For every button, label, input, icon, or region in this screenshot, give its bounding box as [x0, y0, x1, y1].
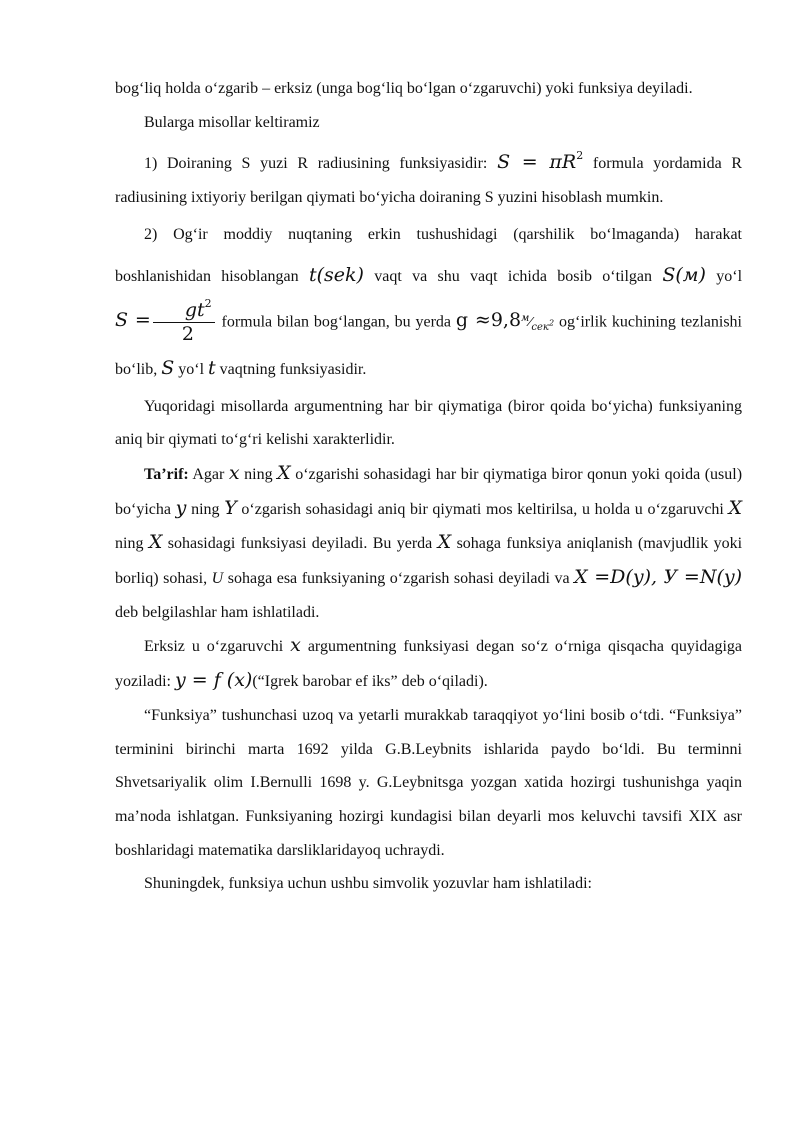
p4-text-f: yo‘l [178, 360, 205, 378]
p4-fall-formula: S = $\frac{gt^2}{2}$ [115, 309, 217, 331]
p4-text-b: vaqt va shu vaqt ichida bosib o‘tilgan [374, 267, 653, 285]
p4-time-var: t(sek) [308, 263, 364, 286]
p4-text-d: formula bilan bog‘langan, bu yerda [221, 313, 452, 331]
paragraph-1: bog‘liq holda o‘zgarib – erksiz (unga bog‘liq bo‘lgan o‘zgaruvchi) yoki funksiya deyiladi. [115, 80, 693, 97]
paragraph-7: Erksiz u o‘zgaruvchi x argumentning funksiyasi degan so‘z o‘rniga qisqacha quyidagiga yoziladi: y = f (x)(“Igrek barobar ef iks” deb o‘qiladi). [115, 634, 743, 692]
p4-gravity-value: $g \approx 9,8^м⁄_{сек^2}$ [455, 309, 555, 333]
p4-text-c: yo‘l [716, 267, 743, 285]
paragraph-8: “Funksiya” tushunchasi uzoq va yetarli murakkab taraqqiyot yo‘lini bosib o‘tdi. “Funksiya” terminini birinchi marta 1692 yilda G.B.Leybnits ishlarida paydo bo‘ldi. Bu terminni Shvetsariyalik olim I.Bernulli 1698 y. G.Leybnitsga yozgan xatida hozirgi tushunishga yaqin ma’noda ishlatgan. Funksiyaning hozirgi kundagisi bilan deyarli mos keluvchi tavsifi XIX asr boshlaridagi matematika darsliklaridayoq uchraydi. [115, 706, 742, 859]
document-page [115, 72, 742, 901]
p4-text-a: 2) Og‘ir moddiy nuqtaning erkin tushushidagi (qarshilik bo‘lmaganda) harakat boshlanishidan hisoblangan [115, 225, 742, 285]
paragraph-2: Bularga misollar keltiramiz [144, 113, 320, 131]
p3-text-a: 1) Doiraning S yuzi R radiusining funksiyasidir: [144, 155, 488, 173]
p4-distance-var: S(м) [662, 263, 706, 286]
definition-label: Ta’rif: [144, 465, 189, 483]
p4-text-h: vaqtning funksiyasidir. [219, 360, 367, 378]
domain-range-formula: X =D(y), У =N(y) [574, 566, 743, 589]
p4-text-e: og‘irlik kuchining tezlanishi bo‘lib, [115, 313, 742, 378]
p3-text-b: formula yordamida R radiusining ixtiyoriy berilgan qiymati bo‘yicha doiraning S yuzini hisoblash mumkin. [115, 155, 743, 207]
paragraph-4 [115, 215, 742, 390]
paragraph-5: Yuqoridagi misollarda argumentning har bir qiymatiga (biror qoida bo‘yicha) funksiyaning aniq bir qiymati to‘g‘ri kelishi xarakterlidir. [115, 397, 742, 449]
p4-s-var: S [161, 356, 175, 379]
p4-t-var: t [208, 356, 216, 379]
p3-formula: $S = \pi R^2$ [497, 149, 584, 174]
paragraph-definition: Ta’rif: Agar x ning X o‘zgarishi sohasidagi har bir qiymatiga biror qonun yoki qoida (usul) bo‘yicha y ning Y o‘zgarish sohasidagi aniq bir qiymati mos keltirilsa, u holda u o‘zgaruvchi X ning X sohasidagi funksiyasi deyiladi. Bu yerda X sohaga funksiya aniqlanish (mavjudlik yoki borliq) sohasi, U sohaga esa funksiyaning o‘zgarish sohasi deyiladi va X =D(y), У =N(y) deb belgilashlar ham ishlatiladi. [115, 461, 743, 621]
paragraph-9: Shuningdek, funksiya uchun ushbu simvolik yozuvlar ham ishlatiladi: [144, 875, 592, 893]
function-formula: y = f (x) [174, 669, 253, 692]
paragraph-3 [115, 139, 742, 214]
